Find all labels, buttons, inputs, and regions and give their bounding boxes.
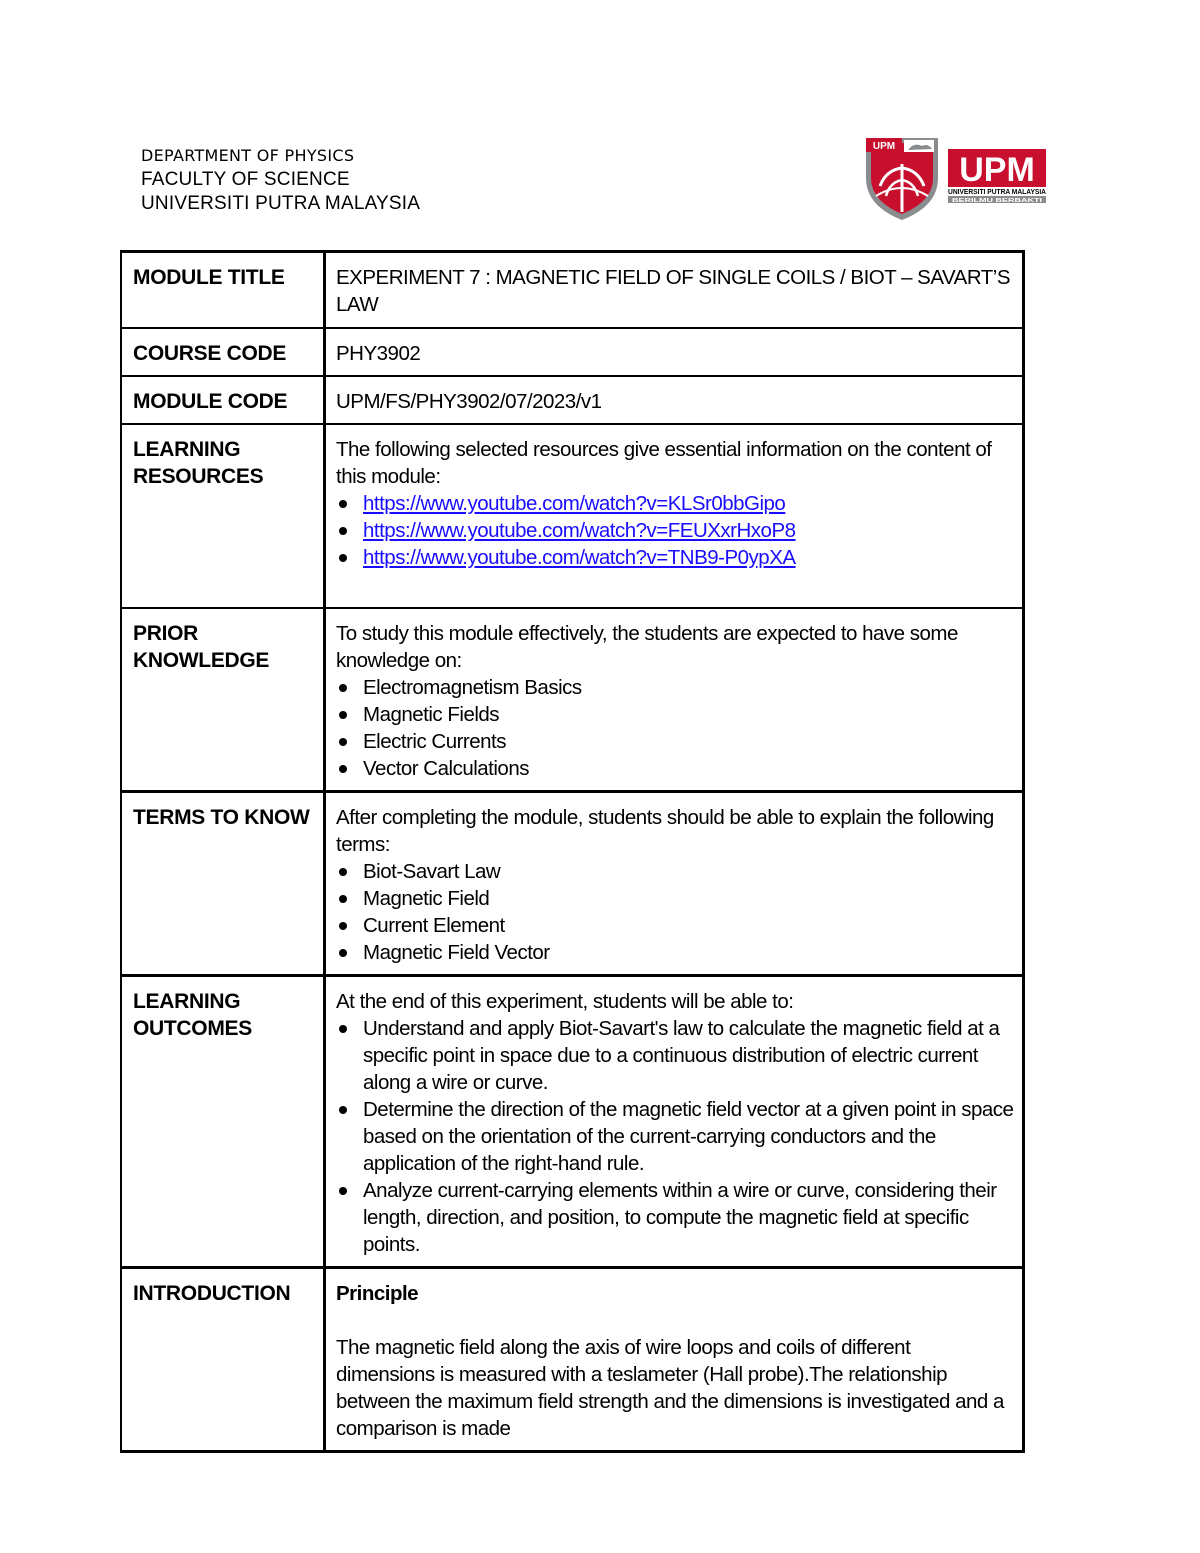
row-module-title	[121, 252, 1024, 328]
row-module-code	[121, 376, 1024, 424]
list-item	[336, 544, 1014, 571]
upm-wordmark	[948, 149, 1046, 204]
label-prior-knowledge: PRIOR KNOWLEDGE	[121, 608, 325, 792]
list-item: Understand and apply Biot-Savart's law to calculate the magnetic field at a specific point in space due to a continuous distribution of electric current along a wire or curve.	[336, 1015, 1014, 1096]
label-learning-resources: LEARNING RESOURCES	[121, 424, 325, 608]
label-introduction: INTRODUCTION	[121, 1268, 325, 1452]
label-module-code: MODULE CODE	[121, 376, 325, 424]
value-module-title: EXPERIMENT 7 : MAGNETIC FIELD OF SINGLE COILS / BIOT – SAVART’S LAW	[325, 252, 1024, 328]
label-course-code: COURSE CODE	[121, 328, 325, 376]
document-header	[141, 144, 641, 216]
value-learning-outcomes	[325, 976, 1024, 1268]
list-item: Biot-Savart Law	[336, 858, 1014, 885]
list-item: Electric Currents	[336, 728, 1014, 755]
list-item: Electromagnetism Basics	[336, 674, 1014, 701]
list-item: Current Element	[336, 912, 1014, 939]
terms-list	[336, 858, 1014, 966]
faculty-name: FACULTY OF SCIENCE	[141, 169, 350, 190]
list-item	[336, 490, 1014, 517]
list-item: Magnetic Fields	[336, 701, 1014, 728]
row-learning-resources	[121, 424, 1024, 608]
module-info-table	[120, 250, 1025, 1453]
row-introduction	[121, 1268, 1024, 1452]
list-item: Analyze current-carrying elements within a wire or curve, considering their length, direction, and position, to compute the magnetic field at specific points.	[336, 1177, 1014, 1258]
list-item: Magnetic Field	[336, 885, 1014, 912]
label-module-title: MODULE TITLE	[121, 252, 325, 328]
list-item: Vector Calculations	[336, 755, 1014, 782]
university-name: UNIVERSITI PUTRA MALAYSIA	[141, 193, 421, 214]
row-prior-knowledge	[121, 608, 1024, 792]
introduction-text: The magnetic field along the axis of wire loops and coils of different dimensions is measured with a teslameter (Hall probe).The relationship between the maximum field strength and the dimensions is investigated and a comparison is made	[336, 1336, 1004, 1440]
list-item: Magnetic Field Vector	[336, 939, 1014, 966]
row-learning-outcomes	[121, 976, 1024, 1268]
principle-heading: Principle	[336, 1282, 419, 1305]
terms-intro: After completing the module, students should be able to explain the following terms:	[336, 806, 994, 856]
value-terms-to-know	[325, 792, 1024, 976]
prior-knowledge-intro: To study this module effectively, the students are expected to have some knowledge on:	[336, 621, 958, 672]
list-item: Determine the direction of the magnetic field vector at a given point in space based on the orientation of the current-carrying conductors and the application of the right-hand rule.	[336, 1096, 1014, 1177]
svg-text:UPM: UPM	[872, 141, 896, 152]
value-prior-knowledge	[325, 608, 1024, 792]
prior-knowledge-list	[336, 674, 1014, 782]
resource-link-2[interactable]: https://www.youtube.com/watch?v=FEUXxrHxoP8	[363, 518, 796, 542]
outcomes-intro: At the end of this experiment, students will be able to:	[336, 990, 794, 1013]
value-introduction	[325, 1268, 1024, 1452]
svg-text:BERILMU BERBAKTI: BERILMU BERBAKTI	[952, 198, 1043, 204]
resource-link-1[interactable]: https://www.youtube.com/watch?v=KLSr0bbGipo	[363, 491, 786, 515]
resource-link-3[interactable]: https://www.youtube.com/watch?v=TNB9-P0ypXA	[363, 545, 796, 569]
list-item	[336, 517, 1014, 544]
department-name: DEPARTMENT OF PHYSICS	[141, 146, 355, 165]
resource-link-list	[336, 490, 1014, 571]
row-terms-to-know	[121, 792, 1024, 976]
value-course-code: PHY3902	[325, 328, 1024, 376]
resources-intro: The following selected resources give essential information on the content of this module:	[336, 437, 992, 488]
label-learning-outcomes: LEARNING OUTCOMES	[121, 976, 325, 1268]
svg-text:UNIVERSITI PUTRA MALAYSIA: UNIVERSITI PUTRA MALAYSIA	[948, 189, 1046, 196]
outcomes-list	[336, 1015, 1014, 1258]
upm-shield-icon	[866, 138, 938, 220]
value-module-code: UPM/FS/PHY3902/07/2023/v1	[325, 376, 1024, 424]
label-terms-to-know: TERMS TO KNOW	[121, 792, 325, 976]
row-course-code	[121, 328, 1024, 376]
value-learning-resources	[325, 424, 1024, 608]
upm-logo	[862, 134, 1052, 224]
svg-text:UPM: UPM	[959, 151, 1035, 189]
